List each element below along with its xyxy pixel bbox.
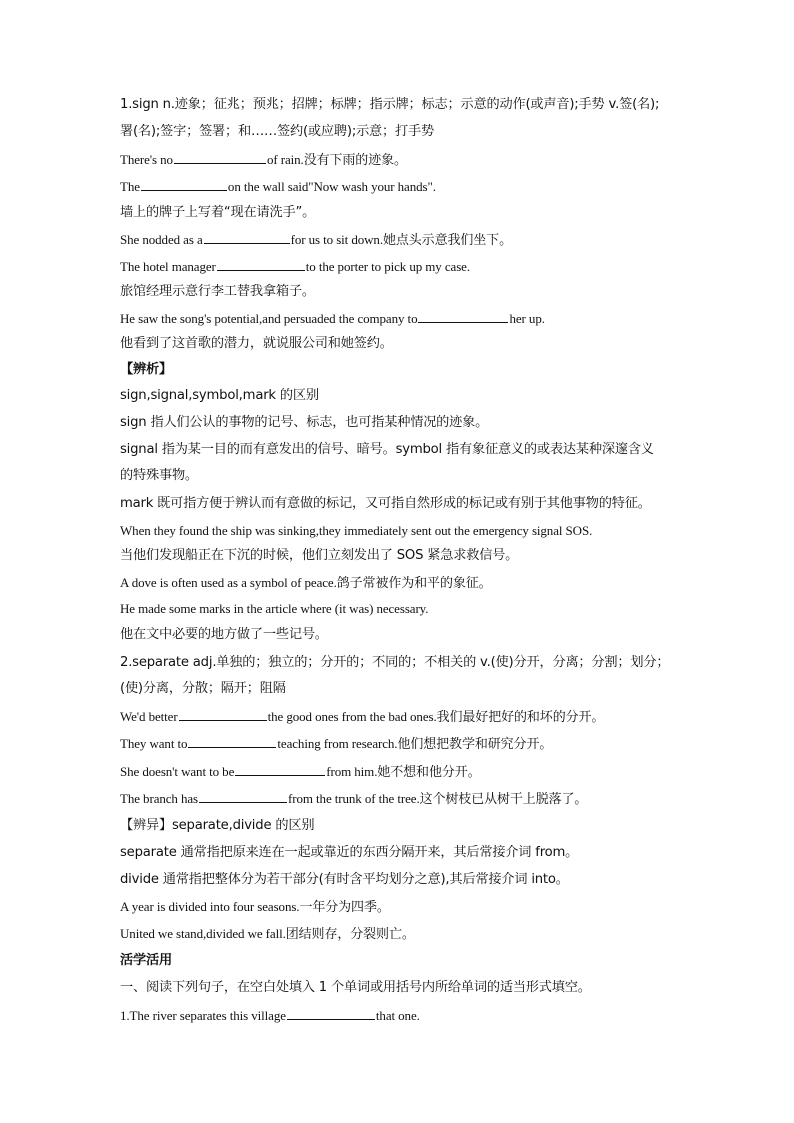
text-line: 他在文中必要的地方做了一些记号。 (120, 627, 328, 642)
text-line: 2.separate adj.单独的；独立的；分开的；不同的；不相关的 v.(使)分开，分离；分割；划分； (120, 655, 670, 670)
section-heading: 【辨异】separate,divide 的区别 (120, 818, 315, 833)
text-line: When they found the ship was sinking,they immediately sent out the emergency signal SOS. (120, 523, 593, 538)
answer-blank[interactable] (141, 178, 227, 191)
exercise-line: He saw the song's potential,and persuaded the company to her up. (120, 311, 545, 326)
text-line: He made some marks in the article where (it was) necessary. (120, 601, 429, 616)
text-line: A dove is often used as a symbol of peace.鸽子常被作为和平的象征。 (120, 575, 492, 590)
text-line: separate 通常指把原来连在一起或靠近的东西分隔开来，其后常接介词 from。 (120, 845, 579, 860)
text-line: 他看到了这首歌的潜力，就说服公司和她签约。 (120, 336, 393, 351)
text-line: mark 既可指方便于辨认而有意做的标记，又可指自然形成的标记或有别于其他事物的特征。 (120, 496, 651, 511)
answer-blank[interactable] (287, 1007, 375, 1020)
exercise-line: The hotel manager to the porter to pick up my case. (120, 259, 470, 274)
exercise-line: She nodded as a for us to sit down.她点头示意我们坐下。 (120, 232, 512, 247)
text-line: (使)分离，分散；隔开；阻隔 (120, 681, 286, 696)
text-line: sign,signal,symbol,mark 的区别 (120, 388, 319, 403)
text-line: sign 指人们公认的事物的记号、标志，也可指某种情况的迹象。 (120, 415, 489, 430)
instruction-text: 一、阅读下列句子，在空白处填入 1 个单词或用括号内所给单词的适当形式填空。 (120, 980, 591, 995)
exercise-line: They want to teaching from research.他们想把教学和研究分开。 (120, 736, 553, 751)
answer-blank[interactable] (235, 763, 325, 776)
text-line: 墙上的牌子上写着“现在请洗手”。 (120, 205, 316, 220)
answer-blank[interactable] (174, 151, 266, 164)
answer-blank[interactable] (188, 735, 276, 748)
text-line: 的特殊事物。 (120, 468, 198, 483)
text-line: signal 指为某一目的而有意发出的信号、暗号。symbol 指有象征意义的或表达某种深邃含义 (120, 442, 654, 457)
exercise-line: She doesn't want to be from him.她不想和他分开。 (120, 764, 481, 779)
exercise-line: The on the wall said"Now wash your hands". (120, 179, 436, 194)
exercise-line: The branch has from the trunk of the tree.这个树枝已从树干上脱落了。 (120, 791, 588, 806)
text-line: 旅馆经理示意行李工替我拿箱子。 (120, 284, 315, 299)
section-heading: 【辨析】 (120, 362, 172, 377)
answer-blank[interactable] (217, 258, 305, 271)
exercise-line: There's no of rain.没有下雨的迹象。 (120, 152, 407, 167)
exercise-line: 1.The river separates this village that one. (120, 1008, 420, 1023)
text-line: 1.sign n.迹象；征兆；预兆；招牌；标牌；指示牌；标志；示意的动作(或声音);手势 v.签(名); (120, 97, 660, 112)
answer-blank[interactable] (199, 790, 287, 803)
text-line: divide 通常指把整体分为若干部分(有时含平均划分之意),其后常接介词 into。 (120, 872, 569, 887)
answer-blank[interactable] (204, 231, 290, 244)
text-line: 署(名);签字；签署；和……签约(或应聘);示意；打手势 (120, 124, 434, 139)
text-line: United we stand,divided we fall.团结则存，分裂则亡。 (120, 926, 415, 941)
text-line: A year is divided into four seasons.一年分为四季。 (120, 899, 390, 914)
text-line: 当他们发现船正在下沉的时候，他们立刻发出了 SOS 紧急求救信号。 (120, 548, 519, 563)
answer-blank[interactable] (179, 708, 267, 721)
exercise-line: We'd better the good ones from the bad ones.我们最好把好的和坏的分开。 (120, 709, 605, 724)
answer-blank[interactable] (418, 310, 508, 323)
section-heading: 活学活用 (120, 953, 172, 968)
